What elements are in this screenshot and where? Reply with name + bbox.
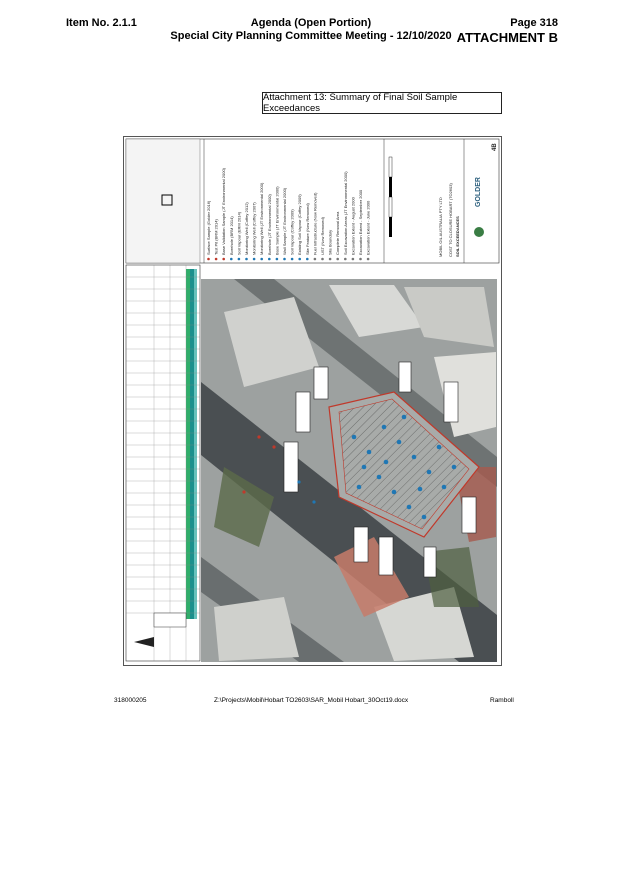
legend-item: Site Feature (Now Removed)	[304, 203, 310, 255]
legend-marker	[321, 258, 324, 261]
legend-item: Test Pit (BRM 2014)	[213, 219, 219, 255]
legend-item: Complete Removal Area	[335, 211, 341, 255]
legend-panel	[126, 139, 499, 263]
legend-item: Fuel Infrastructure (Now Removed)	[312, 192, 318, 255]
agenda-title: Agenda (Open Portion)	[250, 17, 372, 29]
legend-item: Monitoring Well (Coffey 2012)	[244, 202, 249, 255]
drawing-title: SOIL EXCEEDANCES	[455, 216, 460, 257]
legend-item: Borehole (JT Environmental 2000)	[266, 194, 272, 255]
legend-item: Existing Soil Vapour (Coffey 2009)	[297, 194, 303, 255]
legend-marker	[207, 258, 210, 261]
legend-marker	[268, 258, 271, 261]
client-name: MOBIL OIL AUSTRALIA PTY LTD	[438, 197, 443, 257]
golder-logo-icon	[474, 227, 484, 237]
legend-marker	[359, 258, 362, 261]
legend-marker	[298, 258, 301, 261]
project-name: COST TO CLOSURE HOBART (TO2603)	[448, 183, 453, 257]
legend-item: Surface Sample (Golder 2016)	[206, 200, 211, 255]
legend-marker	[306, 258, 309, 261]
legend-item: UST (Now Removed)	[320, 217, 325, 255]
site-map-drawing	[124, 137, 501, 665]
site-drawing	[123, 136, 502, 666]
legend-marker	[291, 258, 294, 261]
legend-item: Excavation Extent - September 2000	[358, 189, 363, 255]
legend-marker	[276, 258, 279, 261]
legend-item: Excavation Extent - August 2000	[350, 197, 356, 255]
legend-marker	[230, 258, 233, 261]
legend-marker	[344, 258, 347, 261]
legend-marker	[253, 258, 256, 261]
legend-item: Wall Sample (JT Environmental 2000)	[282, 187, 287, 255]
legend-marker	[314, 258, 317, 261]
legend-marker	[329, 258, 332, 261]
legend-marker	[260, 258, 263, 261]
legend-item: Soil Excavation Areas (JT Environmental 2000)	[342, 171, 348, 255]
legend-item: Monitoring Well (JT Environmental 2000)	[259, 182, 265, 255]
item-number: Item No. 2.1.1	[66, 17, 137, 29]
legend-item: Soil Vapour (ERM 2014)	[236, 211, 242, 255]
document-id: 318000205	[114, 697, 147, 704]
legend-item: Base Validation Sample (JT Environmental 2000)	[221, 167, 227, 255]
legend-marker	[238, 258, 241, 261]
aerial-photo	[201, 279, 497, 662]
attachment-title: Attachment 13: Summary of Final Soil Sample Exceedances	[262, 92, 502, 114]
legend-item: Excavation Extent - June 2000	[365, 200, 371, 255]
legend-item: Monitoring Well (Coffey 2007)	[251, 202, 257, 255]
attachment-label: ATTACHMENT B	[456, 30, 558, 45]
meeting-title: Special City Planning Committee Meeting - 12/10/2020	[170, 30, 452, 42]
figure-number: 4B	[492, 143, 498, 151]
logo-text: GOLDER	[475, 177, 482, 207]
legend-item: Soil Vapour (Coffey 2009)	[289, 209, 295, 255]
file-path: Z:\Projects\Mobil\Hobart TO2603\SAR_Mobil Hobart_30Oct19.docx	[214, 697, 409, 704]
legend-marker	[352, 258, 355, 261]
legend-marker	[245, 258, 248, 261]
legend-item: Base Sample (JT Environmental 2000)	[274, 186, 280, 255]
legend-marker	[336, 258, 339, 261]
summary-table	[126, 265, 200, 661]
page-number: Page 318	[510, 17, 558, 29]
legend-marker	[367, 258, 370, 261]
legend-marker	[283, 258, 286, 261]
legend-item: Borehole (BRM 2014)	[228, 216, 234, 255]
legend-marker	[222, 258, 225, 261]
company-name: Ramboll	[490, 697, 514, 704]
legend-item: Site Boundary	[327, 229, 333, 255]
legend-marker	[215, 258, 218, 261]
